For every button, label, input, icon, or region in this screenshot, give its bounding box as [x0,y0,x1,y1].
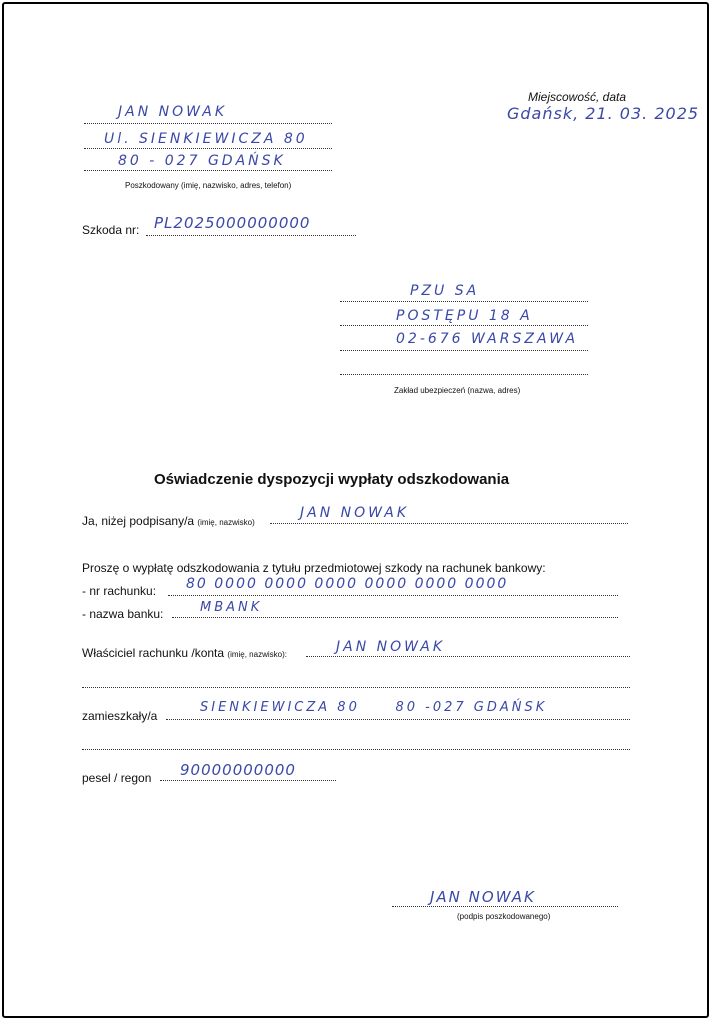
injured-name: JAN NOWAK [118,104,228,120]
account-number: 80 0000 0000 0000 0000 0000 0000 [186,576,509,592]
request-text: Proszę o wypłatę odszkodowania z tytułu przedmiotowej szkody na rachunek bankowy: [82,561,546,575]
claim-label: Szkoda nr: [82,223,140,237]
dotted-line [172,617,618,618]
dotted-line [84,170,332,171]
dotted-line [146,235,356,236]
insurer-name: PZU SA [410,283,480,299]
claim-number: PL2025000000000 [154,214,311,232]
insurer-caption: Zakład ubezpieczeń (nazwa, adres) [394,386,521,395]
dotted-line [270,523,628,524]
dotted-line [340,301,588,302]
signature-caption: (podpis poszkodowanego) [457,912,551,921]
undersigned-label: Ja, niżej podpisany/a [82,514,195,528]
account-label: - nr rachunku: [82,584,157,598]
injured-street: Ul. SIENKIEWICZA 80 [104,131,308,147]
dotted-line [168,595,618,596]
dotted-line [84,148,332,149]
dotted-line [84,123,332,124]
dotted-line [392,906,618,907]
insurer-city: 02-676 WARSZAWA [396,331,579,347]
document-title: Oświadczenie dyspozycji wypłaty odszkodowania [154,471,510,488]
dotted-line [340,350,588,351]
insurer-street: POSTĘPU 18 A [396,308,533,324]
bank-name: MBANK [200,600,263,615]
owner-hint: (imię, nazwisko): [227,650,287,659]
undersigned-name: JAN NOWAK [300,505,410,521]
dotted-line [340,374,588,375]
residence-address: SIENKIEWICZA 80 80 -027 GDAŃSK [200,700,548,715]
signature-handwritten: JAN NOWAK [430,888,536,906]
dotted-line [160,780,336,781]
dotted-line [82,749,630,750]
place-date-value: Gdańsk, 21. 03. 2025 [507,104,700,123]
owner-label: Właściciel rachunku /konta [82,646,225,660]
dotted-line [82,687,630,688]
dotted-line [166,719,630,720]
dotted-line [306,656,630,657]
injured-city: 80 - 027 GDAŃSK [118,153,286,169]
pesel-number: 90000000000 [180,761,296,779]
bank-label: - nazwa banku: [82,607,164,621]
owner-name: JAN NOWAK [336,639,446,655]
residence-label: zamieszkały/a [82,709,158,723]
pesel-label: pesel / regon [82,771,152,785]
injured-caption: Poszkodowany (imię, nazwisko, adres, telefon) [125,181,292,190]
place-date-label: Miejscowość, data [528,90,627,104]
dotted-line [340,325,588,326]
undersigned-hint: (imię, nazwisko) [197,518,255,527]
